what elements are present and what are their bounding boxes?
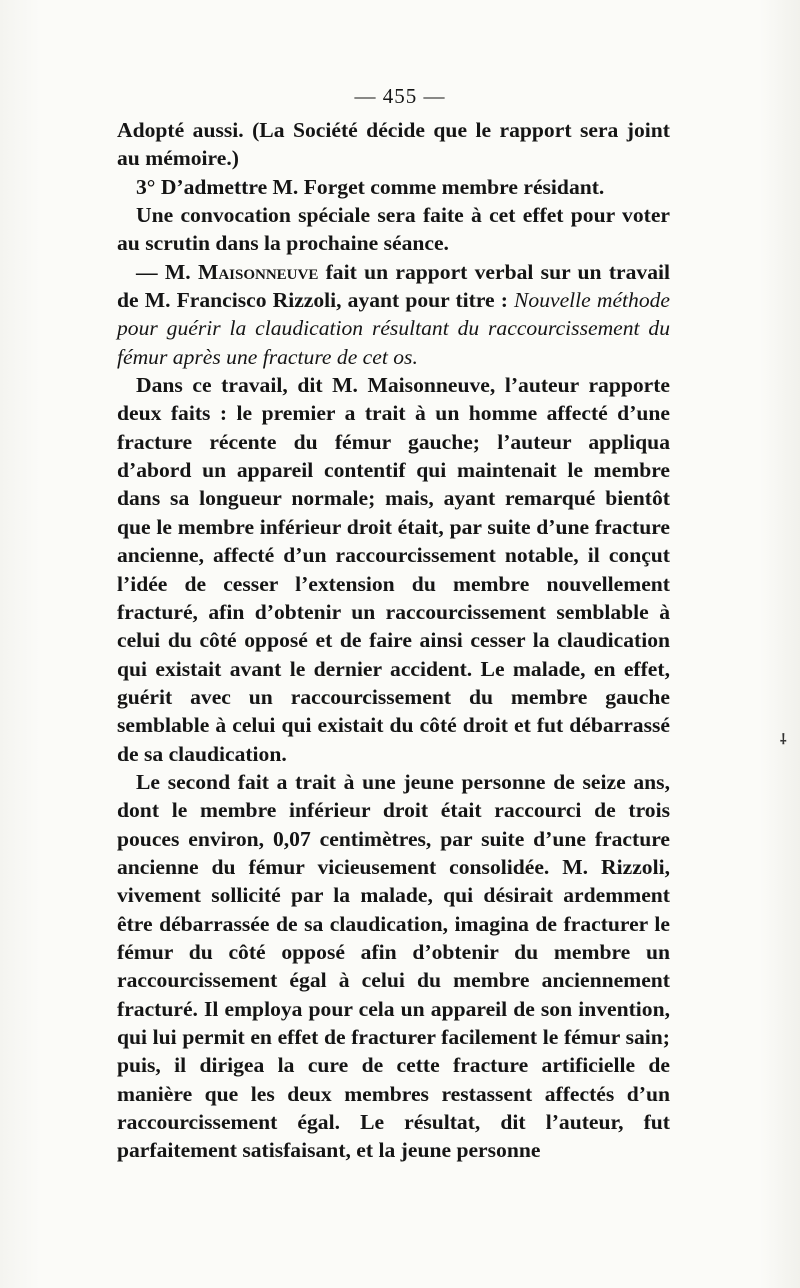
paragraph-6 bbox=[117, 768, 670, 1165]
paragraph-2-text: 3° D’admettre M. Forget comme membre résidant. bbox=[136, 174, 605, 199]
paragraph-4-prefix: — M. bbox=[136, 259, 198, 284]
author-name-small-caps: Maisonneuve bbox=[197, 259, 319, 284]
paragraph-2 bbox=[117, 173, 670, 201]
work-title: Nouvelle méthode pour guérir la claudication résultant du raccourcissement du fémur après une fracture de cet os. bbox=[117, 288, 670, 369]
paragraph-1 bbox=[117, 116, 670, 173]
paragraph-4-middle: fait un rapport verbal sur un travail de M. Francisco Rizzoli, ayant pour titre : bbox=[117, 259, 671, 313]
paragraph-6-text: Le second fait a trait à une jeune personne de seize ans, dont le membre inférieur droit était raccourci de trois pouces environ, 0,07 centimètres, par suite d’une fracture ancienne du fémur vicieusement consolidée. M. Rizzoli, vivement sollicité par la malade, qui désirait ardemment être débarrassée de sa claudication, imagina de fracturer le fémur du côté opposé afin d’obtenir du membre un raccourcissement égal à celui du membre anciennement fracturé. Il employa pour cela un appareil de son invention, qui lui permit en effet de fracturer facilement le fémur sain; puis, il dirigea la cure de cette fracture artificielle de manière que les deux membres restassent affectés d’un raccourcissement égal. Le résultat, dit l’auteur, fut parfaitement satisfaisant, et la jeune personne bbox=[117, 769, 670, 1163]
paragraph-1-text: Adopté aussi. (La Société décide que le rapport sera joint au mémoire.) bbox=[117, 118, 670, 171]
paragraph-3 bbox=[117, 201, 670, 258]
margin-ink-mark: ⸸ bbox=[780, 733, 787, 748]
paragraph-3-text: Une convocation spéciale sera faite à cet effet pour voter au scrutin dans la prochaine séance. bbox=[117, 203, 670, 256]
body-text bbox=[117, 116, 670, 1165]
page-number: — 455 — bbox=[354, 84, 446, 108]
paragraph-4 bbox=[117, 258, 670, 371]
paragraph-5 bbox=[117, 371, 670, 768]
paragraph-5-text: Dans ce travail, dit M. Maisonneuve, l’auteur rapporte deux faits : le premier a trait à un homme affecté d’une fracture récente du fémur gauche; l’auteur appliqua d’abord un appareil contentif qui maintenait le membre dans sa longueur normale; mais, ayant remarqué bientôt que le membre inférieur droit était, par suite d’une fracture ancienne, affecté d’un raccourcissement notable, il conçut l’idée de cesser l’extension du membre nouvellement fracturé, afin d’obtenir un raccourcissement semblable à celui du côté opposé et de faire ainsi cesser la claudication qui existait avant le dernier accident. Le malade, en effet, guérit avec un raccourcissement du membre gauche semblable à celui qui existait du côté droit et fut débarrassé de sa claudication. bbox=[117, 373, 670, 766]
